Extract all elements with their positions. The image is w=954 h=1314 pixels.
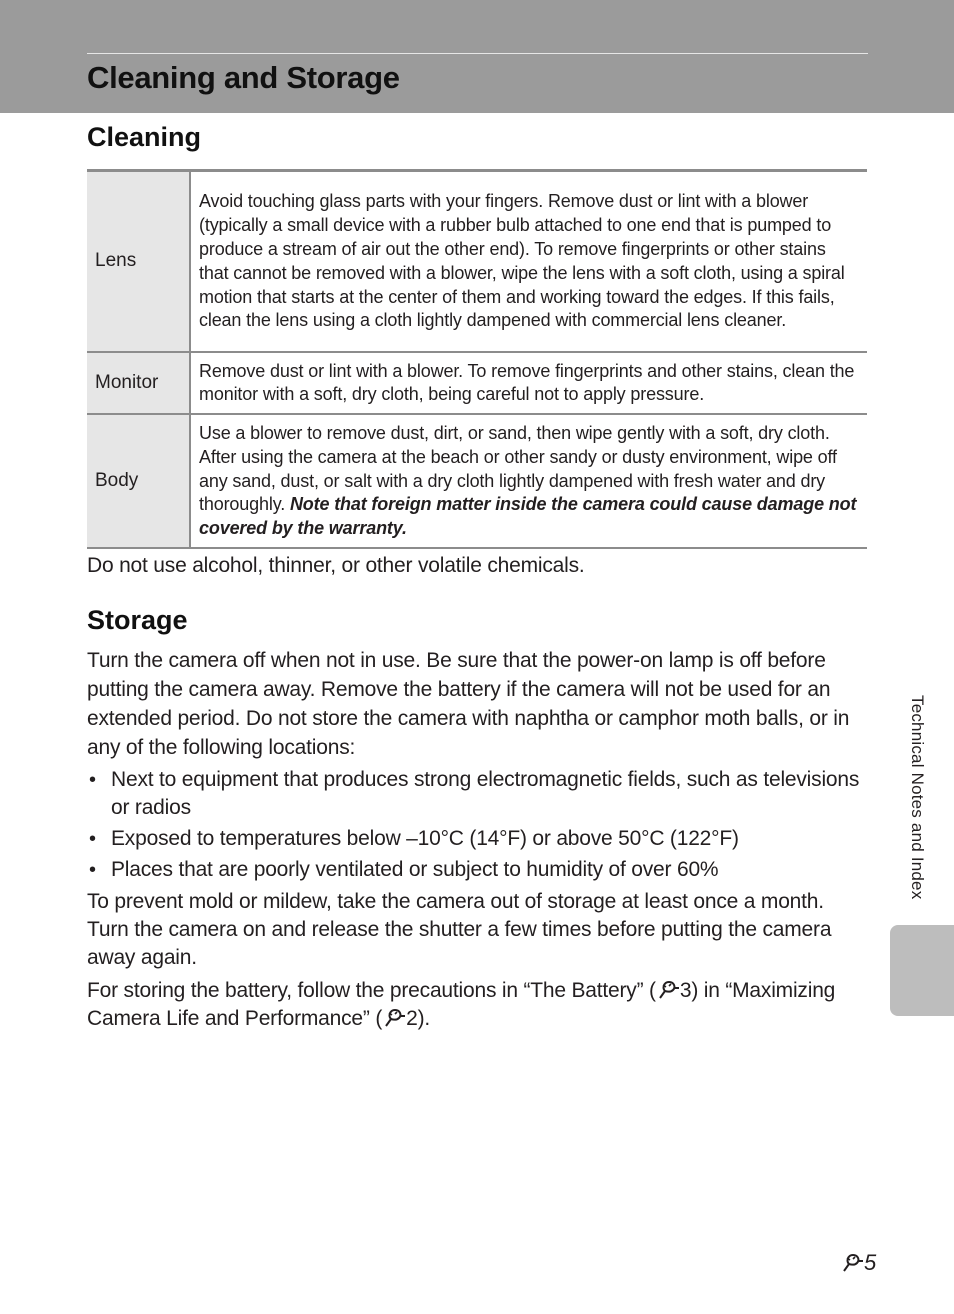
page-title: Cleaning and Storage — [87, 60, 400, 95]
cleaning-table — [87, 169, 867, 549]
storage-locations-list — [87, 766, 867, 887]
header-band — [0, 0, 954, 113]
table-row-lens — [87, 171, 867, 352]
header-rule — [87, 53, 868, 54]
technical-notes-reference-icon — [656, 978, 680, 1000]
row-label: Monitor — [87, 352, 190, 415]
row-description: Remove dust or lint with a blower. To remove fingerprints and other stains, clean the monitor with a soft, dry cloth, being careful not to apply pressure. — [190, 352, 867, 415]
cleaning-heading: Cleaning — [87, 122, 202, 152]
storage-heading: Storage — [87, 605, 188, 635]
row-description-text: Use a blower to remove dust, dirt, or sand, then wipe gently with a soft, dry cloth. After using the camera at the beach or other sandy or dusty environment, wipe off any sand, dust, or salt with a dry cloth lightly dampened with fresh water and dry thoroughly. — [199, 423, 837, 515]
row-description: Avoid touching glass parts with your fingers. Remove dust or lint with a blower (typically a small device with a rubber bulb attached to one end that is pumped to produce a stream of air out the other end). To remove fingerprints or other stains that cannot be removed with a blower, wipe the lens with a soft cloth, using a spiral motion that starts at the center of them and working toward the edges. If this fails, clean the lens using a cloth lightly dampened with commercial lens cleaner. — [199, 191, 845, 331]
chemical-caution: Do not use alcohol, thinner, or other volatile chemicals. — [87, 554, 585, 577]
bullet-icon: • — [89, 859, 96, 881]
row-description — [190, 414, 867, 548]
table-row-body — [87, 414, 867, 548]
list-item: • Places that are poorly ventilated or subject to humidity of over 60% — [87, 856, 867, 884]
mold-advice: To prevent mold or mildew, take the camera out of storage at least once a month. Turn the camera on and release the shutter a few times before putting the camera away again. — [87, 890, 832, 969]
list-item: • Next to equipment that produces strong electromagnetic fields, such as televisions or radios — [89, 768, 860, 819]
warranty-warning: Note that foreign matter inside the camera could cause damage not covered by the warranty. — [199, 494, 857, 539]
technical-notes-reference-icon — [840, 1251, 864, 1273]
page-number: 5 — [840, 1250, 876, 1276]
storage-intro: Turn the camera off when not in use. Be sure that the power-on lamp is off before putting the camera away. Remove the battery if the camera will not be used for an extended period. Do not store the camera with naphtha or camphor moth balls, or in any of the following locations: — [87, 649, 850, 759]
row-label: Lens — [87, 171, 190, 352]
list-item: • Exposed to temperatures below –10°C (14°F) or above 50°C (122°F) — [87, 825, 867, 853]
section-side-label: Technical Notes and Index — [908, 695, 927, 900]
row-label: Body — [87, 414, 190, 548]
bullet-icon: • — [89, 828, 96, 850]
battery-reference: For storing the battery, follow the precautions in “The Battery” ( 3) in “Maximizing Camera Life and Performance” ( 2). — [87, 979, 836, 1030]
technical-notes-reference-icon — [382, 1006, 406, 1028]
table-row-monitor — [87, 352, 867, 415]
section-side-tab — [890, 925, 954, 1016]
bullet-icon: • — [89, 769, 96, 791]
